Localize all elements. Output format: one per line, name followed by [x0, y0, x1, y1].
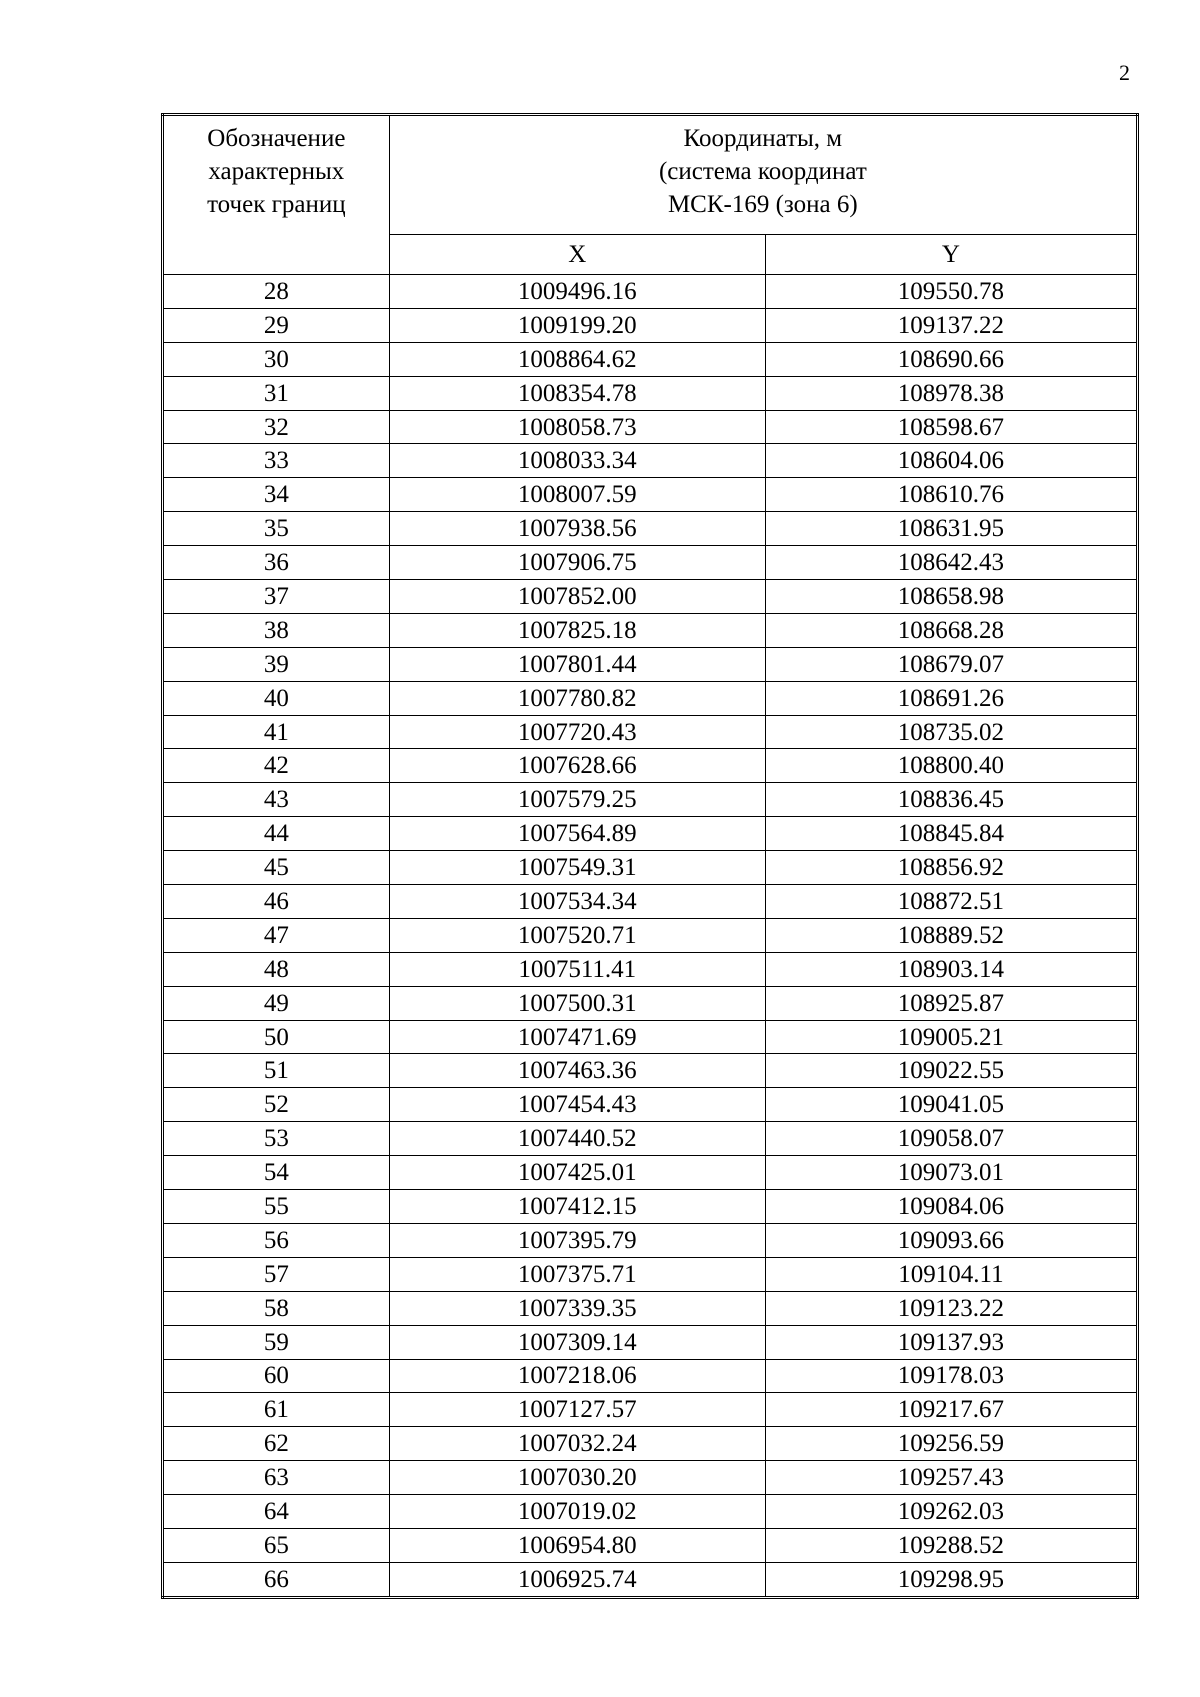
header-coords-line: (система координат [658, 158, 867, 185]
x-cell: 1009199.20 [389, 308, 765, 342]
table-row [163, 1393, 1138, 1427]
point-cell: 58 [163, 1291, 390, 1325]
point-cell: 63 [163, 1461, 390, 1495]
point-cell: 61 [163, 1393, 390, 1427]
table-row [163, 275, 1138, 309]
x-cell: 1008033.34 [389, 444, 765, 478]
y-cell: 108642.43 [765, 546, 1137, 580]
point-cell: 50 [163, 1020, 390, 1054]
table-row [163, 1359, 1138, 1393]
point-cell: 46 [163, 885, 390, 919]
x-cell: 1007375.71 [389, 1257, 765, 1291]
y-cell: 109084.06 [765, 1190, 1137, 1224]
table-row [163, 580, 1138, 614]
table-row [163, 851, 1138, 885]
table-row [163, 613, 1138, 647]
y-cell: 109217.67 [765, 1393, 1137, 1427]
x-cell: 1007463.36 [389, 1054, 765, 1088]
table-row [163, 715, 1138, 749]
table-row [163, 546, 1138, 580]
x-cell: 1007309.14 [389, 1325, 765, 1359]
point-cell: 33 [163, 444, 390, 478]
x-cell: 1007127.57 [389, 1393, 765, 1427]
y-cell: 109058.07 [765, 1122, 1137, 1156]
x-cell: 1007412.15 [389, 1190, 765, 1224]
table-row [163, 918, 1138, 952]
header-coords-line: Координаты, м [683, 125, 843, 152]
y-cell: 108978.38 [765, 376, 1137, 410]
x-cell: 1007534.34 [389, 885, 765, 919]
point-cell: 30 [163, 342, 390, 376]
header-point-line: точек границ [207, 191, 346, 218]
x-cell: 1008354.78 [389, 376, 765, 410]
coordinates-table [161, 113, 1139, 1599]
y-cell: 108668.28 [765, 613, 1137, 647]
point-cell: 49 [163, 986, 390, 1020]
table-row [163, 986, 1138, 1020]
y-cell: 109073.01 [765, 1156, 1137, 1190]
y-cell: 109041.05 [765, 1088, 1137, 1122]
point-cell: 60 [163, 1359, 390, 1393]
point-cell: 37 [163, 580, 390, 614]
y-cell: 109298.95 [765, 1562, 1137, 1597]
x-cell: 1007906.75 [389, 546, 765, 580]
table-body [163, 275, 1138, 1598]
x-cell: 1007440.52 [389, 1122, 765, 1156]
y-cell: 108658.98 [765, 580, 1137, 614]
x-cell: 1007395.79 [389, 1223, 765, 1257]
table-row [163, 1122, 1138, 1156]
y-cell: 109022.55 [765, 1054, 1137, 1088]
point-cell: 66 [163, 1562, 390, 1597]
point-cell: 39 [163, 647, 390, 681]
x-cell: 1007030.20 [389, 1461, 765, 1495]
table-row [163, 1156, 1138, 1190]
point-cell: 64 [163, 1495, 390, 1529]
x-cell: 1007019.02 [389, 1495, 765, 1529]
header-coordinates [389, 115, 1137, 235]
y-cell: 109123.22 [765, 1291, 1137, 1325]
point-cell: 35 [163, 512, 390, 546]
y-cell: 108903.14 [765, 952, 1137, 986]
y-cell: 109178.03 [765, 1359, 1137, 1393]
y-cell: 108836.45 [765, 783, 1137, 817]
point-cell: 59 [163, 1325, 390, 1359]
y-cell: 108800.40 [765, 749, 1137, 783]
table-row [163, 817, 1138, 851]
point-cell: 48 [163, 952, 390, 986]
point-cell: 56 [163, 1223, 390, 1257]
x-cell: 1006954.80 [389, 1528, 765, 1562]
point-cell: 53 [163, 1122, 390, 1156]
table-row [163, 478, 1138, 512]
y-cell: 109104.11 [765, 1257, 1137, 1291]
y-cell: 109093.66 [765, 1223, 1137, 1257]
point-cell: 57 [163, 1257, 390, 1291]
point-cell: 44 [163, 817, 390, 851]
point-cell: 51 [163, 1054, 390, 1088]
x-cell: 1007579.25 [389, 783, 765, 817]
table-row [163, 1257, 1138, 1291]
point-cell: 31 [163, 376, 390, 410]
table-row [163, 1223, 1138, 1257]
x-cell: 1008058.73 [389, 410, 765, 444]
x-cell: 1008864.62 [389, 342, 765, 376]
x-cell: 1007938.56 [389, 512, 765, 546]
y-cell: 109005.21 [765, 1020, 1137, 1054]
x-cell: 1009496.16 [389, 275, 765, 309]
x-cell: 1007218.06 [389, 1359, 765, 1393]
table-row [163, 342, 1138, 376]
table-row [163, 1461, 1138, 1495]
point-cell: 28 [163, 275, 390, 309]
page-number: 2 [1119, 60, 1130, 85]
x-cell: 1007520.71 [389, 918, 765, 952]
y-cell: 108889.52 [765, 918, 1137, 952]
y-cell: 108691.26 [765, 681, 1137, 715]
table-row [163, 952, 1138, 986]
x-cell: 1007825.18 [389, 613, 765, 647]
x-cell: 1007564.89 [389, 817, 765, 851]
y-cell: 108679.07 [765, 647, 1137, 681]
x-cell: 1007801.44 [389, 647, 765, 681]
point-cell: 32 [163, 410, 390, 444]
point-cell: 54 [163, 1156, 390, 1190]
x-cell: 1007454.43 [389, 1088, 765, 1122]
point-cell: 40 [163, 681, 390, 715]
y-cell: 109288.52 [765, 1528, 1137, 1562]
point-cell: 45 [163, 851, 390, 885]
y-cell: 108598.67 [765, 410, 1137, 444]
y-cell: 108925.87 [765, 986, 1137, 1020]
x-cell: 1007032.24 [389, 1427, 765, 1461]
table-row [163, 1020, 1138, 1054]
y-cell: 109137.93 [765, 1325, 1137, 1359]
header-x: X [389, 235, 765, 275]
y-cell: 108856.92 [765, 851, 1137, 885]
y-cell: 108690.66 [765, 342, 1137, 376]
x-cell: 1007425.01 [389, 1156, 765, 1190]
x-cell: 1006925.74 [389, 1562, 765, 1597]
point-cell: 65 [163, 1528, 390, 1562]
point-cell: 43 [163, 783, 390, 817]
x-cell: 1007471.69 [389, 1020, 765, 1054]
table-row [163, 1190, 1138, 1224]
table-row [163, 1088, 1138, 1122]
point-cell: 34 [163, 478, 390, 512]
table-row [163, 885, 1138, 919]
table-row [163, 681, 1138, 715]
header-y: Y [765, 235, 1137, 275]
table-row [163, 1528, 1138, 1562]
header-point-line: характерных [208, 158, 345, 185]
x-cell: 1007852.00 [389, 580, 765, 614]
point-cell: 29 [163, 308, 390, 342]
header-point-line: Обозначение [207, 125, 346, 152]
y-cell: 109257.43 [765, 1461, 1137, 1495]
y-cell: 108845.84 [765, 817, 1137, 851]
point-cell: 38 [163, 613, 390, 647]
table-row [163, 647, 1138, 681]
y-cell: 108631.95 [765, 512, 1137, 546]
x-cell: 1007549.31 [389, 851, 765, 885]
table-row [163, 376, 1138, 410]
table-row [163, 444, 1138, 478]
table-row [163, 1325, 1138, 1359]
y-cell: 108604.06 [765, 444, 1137, 478]
table-row [163, 749, 1138, 783]
table-row [163, 512, 1138, 546]
table-header [163, 115, 1138, 275]
header-point-designation [163, 115, 390, 275]
point-cell: 55 [163, 1190, 390, 1224]
x-cell: 1007511.41 [389, 952, 765, 986]
table-row [163, 1291, 1138, 1325]
y-cell: 109256.59 [765, 1427, 1137, 1461]
table-row [163, 1427, 1138, 1461]
y-cell: 108872.51 [765, 885, 1137, 919]
y-cell: 108735.02 [765, 715, 1137, 749]
point-cell: 47 [163, 918, 390, 952]
point-cell: 52 [163, 1088, 390, 1122]
x-cell: 1007780.82 [389, 681, 765, 715]
table-row [163, 1495, 1138, 1529]
point-cell: 36 [163, 546, 390, 580]
table-row [163, 1054, 1138, 1088]
y-cell: 108610.76 [765, 478, 1137, 512]
point-cell: 42 [163, 749, 390, 783]
x-cell: 1007339.35 [389, 1291, 765, 1325]
table-row [163, 783, 1138, 817]
point-cell: 41 [163, 715, 390, 749]
x-cell: 1007628.66 [389, 749, 765, 783]
table-row [163, 1562, 1138, 1597]
x-cell: 1008007.59 [389, 478, 765, 512]
x-cell: 1007720.43 [389, 715, 765, 749]
y-cell: 109137.22 [765, 308, 1137, 342]
header-coords-line: МСК-169 (зона 6) [667, 191, 858, 218]
y-cell: 109262.03 [765, 1495, 1137, 1529]
point-cell: 62 [163, 1427, 390, 1461]
table-row [163, 410, 1138, 444]
y-cell: 109550.78 [765, 275, 1137, 309]
x-cell: 1007500.31 [389, 986, 765, 1020]
table-row [163, 308, 1138, 342]
